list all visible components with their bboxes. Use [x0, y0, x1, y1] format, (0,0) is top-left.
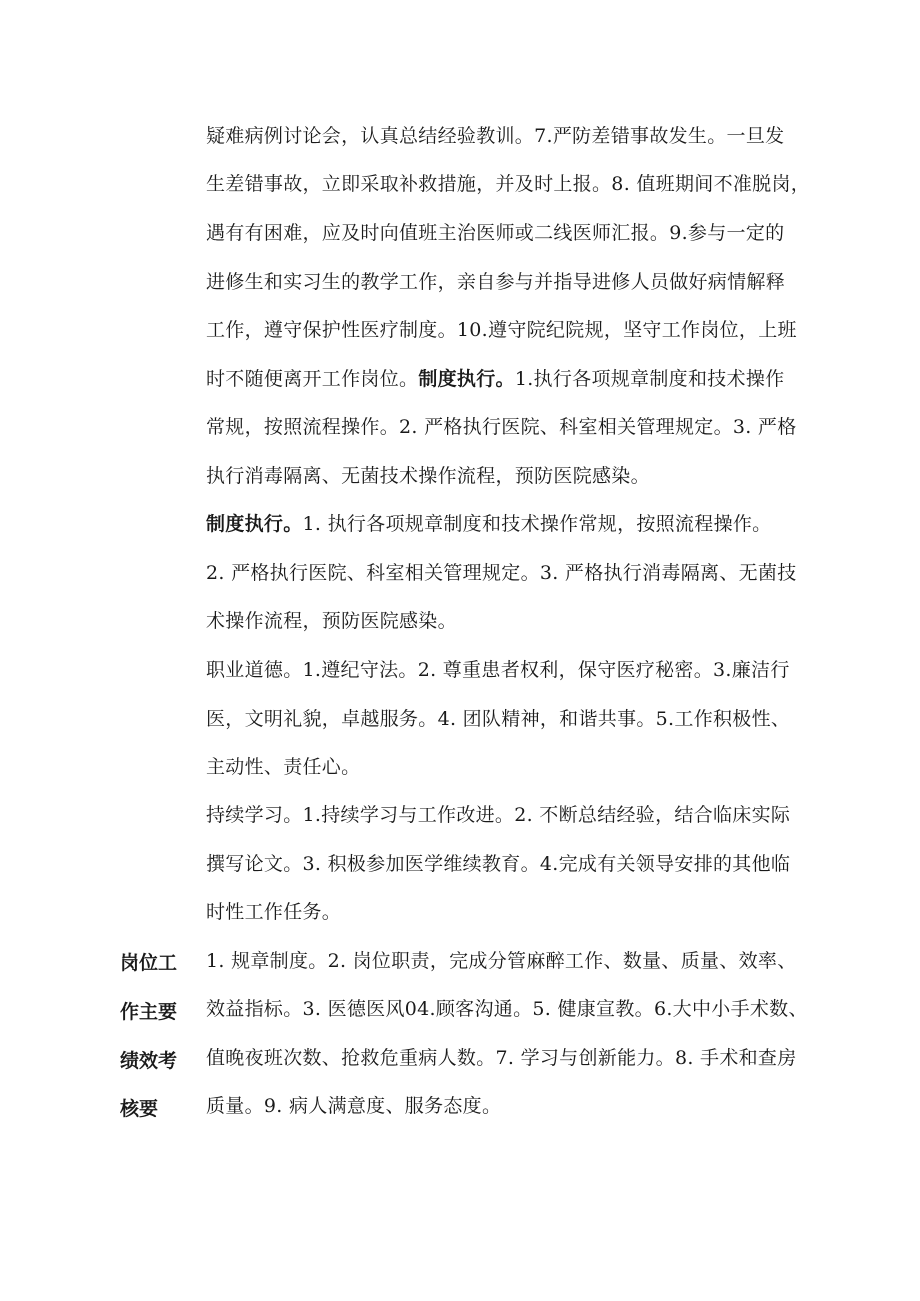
text-run: 1.执行各项规章制度和技术操作: [514, 368, 785, 390]
text-line: 效益指标。3. 医德医风04.顾客沟通。5. 健康宣教。6.大中小手术数、: [206, 998, 808, 1020]
text-line: 质量。9. 病人满意度、服务态度。: [206, 1095, 502, 1117]
text-line: [206, 512, 771, 536]
text-line: 术操作流程，预防医院感染。: [206, 610, 457, 632]
section-heading: 制度执行。: [206, 513, 303, 535]
inline-heading: 制度执行。: [418, 368, 515, 390]
text-line: 1. 规章制度。2. 岗位职责，完成分管麻醉工作、数量、质量、效率、: [206, 950, 797, 972]
text-run: 1. 执行各项规章制度和技术操作常规，按照流程操作。: [302, 513, 772, 535]
performance-label-line: 绩效考: [120, 1050, 178, 1072]
text-line: 职业道德。1.遵纪守法。2. 尊重患者权利，保守医疗秘密。3.廉洁行: [206, 659, 790, 681]
text-line: 时性工作任务。: [206, 901, 342, 923]
text-line: 2. 严格执行医院、科室相关管理规定。3. 严格执行消毒隔离、无菌技: [206, 562, 797, 584]
text-line: 撰写论文。3. 积极参加医学维续教育。4.完成有关领导安排的其他临: [206, 853, 791, 875]
text-line: 遇有有困难，应及时向值班主治医师或二线医师汇报。9.参与一定的: [206, 222, 785, 244]
text-line: 持续学习。1.持续学习与工作改进。2. 不断总结经验，结合临床实际: [206, 804, 791, 826]
text-line: 工作，遵守保护性医疗制度。10.遵守院纪院规，坚守工作岗位，上班: [206, 319, 797, 341]
text-line: 常规，按照流程操作。2. 严格执行医院、科室相关管理规定。3. 严格: [206, 416, 797, 438]
text-line: [206, 367, 784, 391]
text-line: 进修生和实习生的教学工作，亲自参与并指导进修人员做好病情解释: [206, 271, 786, 293]
text-line: 值晚夜班次数、抢救危重病人数。7. 学习与创新能力。8. 手术和查房: [206, 1047, 797, 1069]
performance-label-line: 作主要: [120, 1001, 178, 1023]
performance-label-line: 核要: [120, 1098, 159, 1120]
text-line: 生差错事故，立即采取补救措施，并及时上报。8. 值班期间不准脱岗，: [206, 173, 811, 195]
text-line: 医，文明礼貌，卓越服务。4. 团队精神，和谐共事。5.工作积极性、: [206, 708, 791, 730]
performance-label-line: 岗位工: [120, 952, 178, 974]
text-line: 疑难病例讨论会，认真总结经验教训。7.严防差错事故发生。一旦发: [206, 125, 785, 147]
text-line: 主动性、责任心。: [206, 756, 361, 778]
text-line: 执行消毒隔离、无菌技术操作流程，预防医院感染。: [206, 465, 650, 487]
text-run: 时不随便离开工作岗位。: [206, 368, 419, 390]
